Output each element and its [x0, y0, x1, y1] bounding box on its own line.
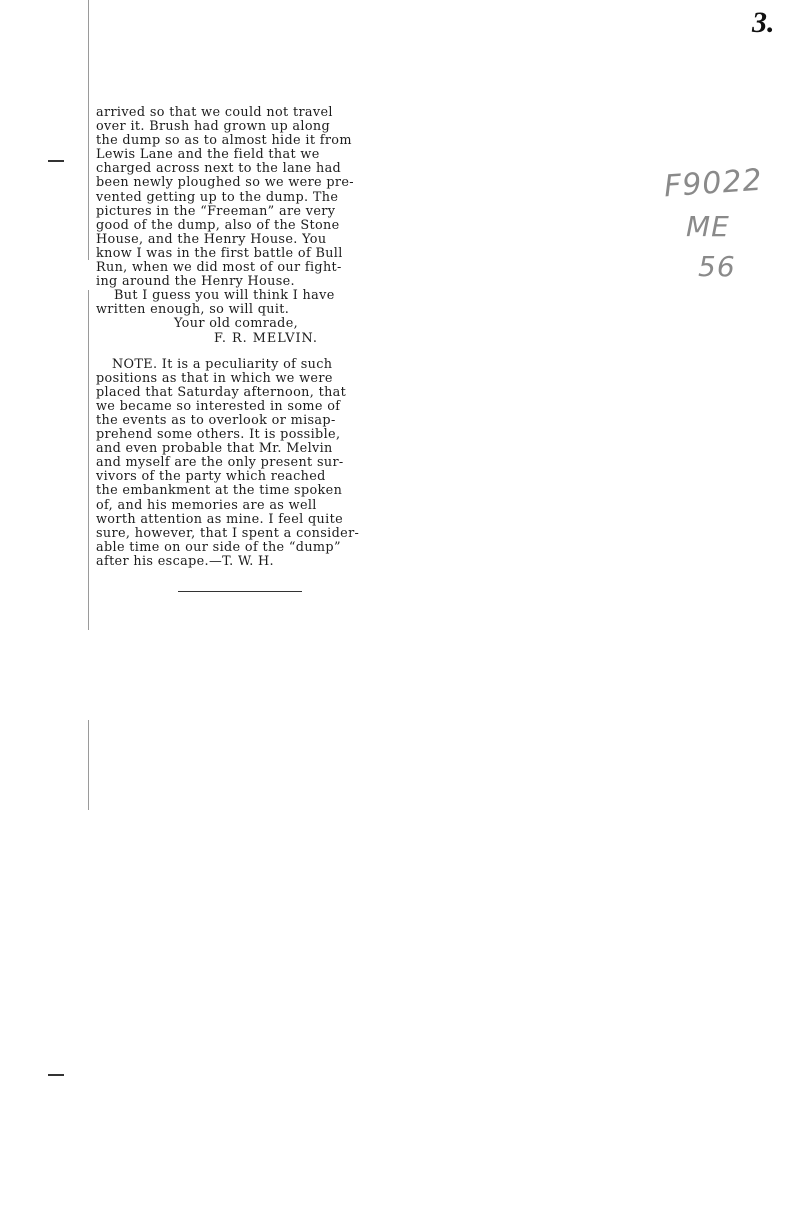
text-line: House, and the Henry House. You	[96, 231, 327, 247]
text-line: the dump so as to almost hide it from	[96, 133, 352, 149]
handwritten-note-1: F9022	[662, 162, 764, 205]
text-line: able time on our side of the “dump”	[96, 539, 341, 555]
text-line: vented getting up to the dump. The	[96, 189, 339, 205]
margin-line	[88, 0, 89, 260]
margin-line	[88, 290, 89, 630]
note-body	[96, 358, 388, 569]
text-line: But I guess you will think I have	[114, 288, 335, 304]
text-line: charged across next to the lane had	[96, 161, 342, 177]
signature: F. R. MELVIN.	[214, 330, 318, 346]
newspaper-clipping	[96, 106, 388, 569]
margin-line	[88, 720, 89, 810]
closing-rule	[178, 591, 302, 592]
handwritten-note-3: 56	[698, 250, 736, 283]
text-line: after his escape.—T. W. H.	[96, 553, 274, 569]
text-line: written enough, so will quit.	[96, 302, 290, 318]
text-line: the events as to overlook or misap-	[96, 412, 336, 428]
text-line: NOTE. It is a peculiarity of such	[112, 356, 333, 372]
text-line: over it. Brush had grown up along	[96, 119, 331, 135]
text-line: arrived so that we could not travel	[96, 105, 333, 120]
text-line: sure, however, that I spent a consider-	[96, 525, 360, 541]
text-line: and even probable that Mr. Melvin	[96, 441, 333, 457]
text-line: know I was in the first battle of Bull	[96, 245, 343, 261]
text-line: we became so interested in some of	[96, 398, 341, 414]
text-line: good of the dump, also of the Stone	[96, 217, 340, 233]
text-line: worth attention as mine. I feel quite	[96, 511, 344, 527]
text-line: prehend some others. It is possible,	[96, 427, 341, 443]
sign-off: Your old comrade,	[174, 316, 299, 332]
text-line: the embankment at the time spoken	[96, 483, 343, 499]
text-line: and myself are the only present sur-	[96, 455, 344, 471]
text-line: placed that Saturday afternoon, that	[96, 384, 347, 400]
text-line: of, and his memories are as well	[96, 497, 317, 513]
margin-mark	[48, 1074, 64, 1076]
page-number: 3.	[752, 6, 775, 39]
margin-mark	[48, 160, 64, 162]
text-line: Run, when we did most of our fight-	[96, 260, 342, 276]
handwritten-note-2: ME	[686, 210, 730, 243]
letter-body	[96, 106, 388, 346]
text-line: ing around the Henry House.	[96, 274, 295, 290]
text-line: pictures in the “Freeman” are very	[96, 203, 336, 219]
text-line: vivors of the party which reached	[96, 469, 326, 485]
text-line: been newly ploughed so we were pre-	[96, 175, 354, 191]
text-line: positions as that in which we were	[96, 370, 333, 386]
text-line: Lewis Lane and the field that we	[96, 147, 320, 163]
